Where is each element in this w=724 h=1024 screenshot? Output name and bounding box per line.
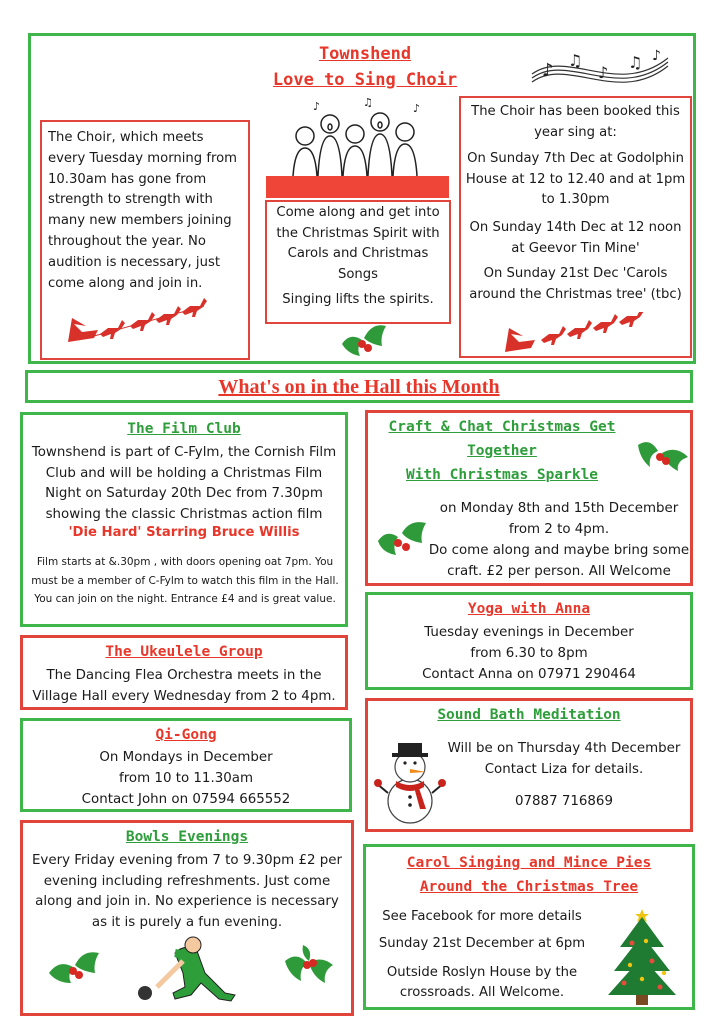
- sound-bath-line-2: Contact Liza for details.: [484, 762, 644, 777]
- film-club-text: Townshend is part of C-Fylm, the Cornish Film Club and will be holding a Christmas Film Night on Saturday 20th Dec from 7.30pm showing the classic Christmas action film: [31, 445, 337, 522]
- craft-box: [365, 410, 693, 586]
- choir-singers-icon: [285, 96, 435, 176]
- choir-booking-3: On Sunday 21st Dec 'Carols around the Christmas tree' (tbc): [469, 266, 682, 302]
- choir-spirits-text: Singing lifts the spirits.: [282, 292, 434, 307]
- choir-info-text: The Choir, which meets every Tuesday morning from 10.30am has gone from strength to strength with many new members joining throughout the year. No audition is necessary, just come along and join in.: [48, 130, 238, 291]
- yoga-line-2: from 6.30 to 8pm: [470, 646, 588, 661]
- holly-icon: [636, 435, 690, 475]
- choir-title-line1: Townshend: [318, 44, 412, 64]
- choir-bookings-intro: The Choir has been booked this year sing at:: [471, 104, 680, 140]
- svg-text:♪: ♪: [413, 102, 421, 115]
- qigong-line-2: from 10 to 11.30am: [119, 771, 253, 786]
- sound-bath-line-1: Will be on Thursday 4th December: [447, 741, 681, 756]
- ukulele-text: The Dancing Flea Orchestra meets in the Village Hall every Wednesday from 2 to 4pm.: [32, 668, 336, 704]
- svg-text:♫: ♫: [363, 96, 373, 109]
- film-club-title: The Film Club: [127, 421, 241, 437]
- craft-title-line3: With Christmas Sparkle: [405, 467, 599, 483]
- svg-text:♫: ♫: [568, 51, 583, 70]
- qigong-line-1: On Mondays in December: [99, 750, 273, 765]
- craft-line-3: Do come along and maybe bring some: [428, 543, 690, 558]
- bowls-title: Bowls Evenings: [125, 829, 249, 845]
- choir-title-line2: Love to Sing Choir: [272, 70, 458, 90]
- choir-invite-text: Come along and get into the Christmas Spirit with Carols and Christmas Songs: [276, 205, 440, 282]
- svg-text:♪: ♪: [542, 60, 554, 81]
- sound-bath-phone: 07887 716869: [515, 794, 613, 809]
- craft-title-line2: Together: [467, 443, 537, 459]
- christmas-tree-icon: [602, 903, 682, 1007]
- yoga-line-3: Contact Anna on 07971 290464: [422, 667, 636, 682]
- holly-icon: [376, 519, 432, 559]
- bowler-icon: [135, 933, 245, 1005]
- film-club-box: [20, 412, 348, 627]
- film-club-highlight: 'Die Hard' Starring Bruce Willis: [68, 525, 300, 540]
- craft-title-line1: Craft & Chat Christmas Get: [388, 419, 616, 435]
- carol-line-3: Outside Roslyn House by the crossroads. All Welcome.: [386, 965, 578, 1000]
- choir-booking-2: On Sunday 14th Dec at 12 noon at Geevor Tin Mine': [469, 220, 682, 256]
- svg-text:♫: ♫: [628, 53, 643, 72]
- qigong-box: [20, 718, 352, 812]
- holly-icon: [338, 318, 390, 362]
- choir-invite-box: [265, 200, 451, 324]
- whats-on-banner: [25, 370, 693, 403]
- holly-icon: [47, 947, 103, 987]
- snowman-icon: [374, 739, 446, 825]
- bowls-text: Every Friday evening from 7 to 9.30pm £2 per evening including refreshments. Just come along and join in. No experience is necessary as it is purely a fun evening.: [31, 853, 343, 930]
- ukulele-box: [20, 635, 348, 710]
- ukulele-title: The Ukeulele Group: [105, 644, 263, 660]
- svg-text:♪: ♪: [652, 48, 661, 64]
- craft-line-1: on Monday 8th and 15th December: [439, 501, 679, 516]
- choir-info-box: [40, 120, 250, 360]
- svg-text:♪: ♪: [313, 100, 321, 113]
- reindeer-sleigh-icon: [501, 312, 651, 356]
- film-club-note: Film starts at &.30pm , with doors opening oat 7pm. You must be a member of C-Fylm to watch this film in the Hall. You can join on the night. Entrance £4 and is great value.: [31, 556, 339, 605]
- choir-bookings-box: [459, 96, 692, 358]
- sound-bath-box: [365, 698, 693, 832]
- yoga-line-1: Tuesday evenings in December: [424, 625, 634, 640]
- reindeer-sleigh-icon: [64, 294, 214, 354]
- svg-text:♪: ♪: [598, 63, 609, 82]
- choir-booking-1: On Sunday 7th Dec at Godolphin House at 12 to 12.40 and at 1pm to 1.30pm: [465, 151, 686, 207]
- sound-bath-title: Sound Bath Meditation: [437, 707, 621, 723]
- yoga-box: [365, 592, 693, 690]
- yoga-title: Yoga with Anna: [467, 601, 591, 617]
- qigong-title: Qi-Gong: [155, 727, 217, 743]
- carol-line-1: See Facebook for more details: [382, 909, 582, 924]
- carol-line-2: Sunday 21st December at 6pm: [378, 936, 586, 951]
- carol-box: [363, 844, 695, 1010]
- bowls-box: [20, 820, 354, 1016]
- carol-title-line1: Carol Singing and Mince Pies: [406, 855, 652, 871]
- whats-on-title: What's on in the Hall this Month: [218, 376, 500, 398]
- craft-line-4: craft. £2 per person. All Welcome: [447, 564, 671, 579]
- choir-red-bar: [266, 176, 449, 198]
- holly-icon: [281, 941, 337, 987]
- music-notes-icon: [528, 38, 678, 94]
- qigong-line-3: Contact John on 07594 665552: [81, 792, 291, 807]
- craft-line-2: from 2 to 4pm.: [508, 522, 610, 537]
- carol-title-line2: Around the Christmas Tree: [419, 879, 639, 895]
